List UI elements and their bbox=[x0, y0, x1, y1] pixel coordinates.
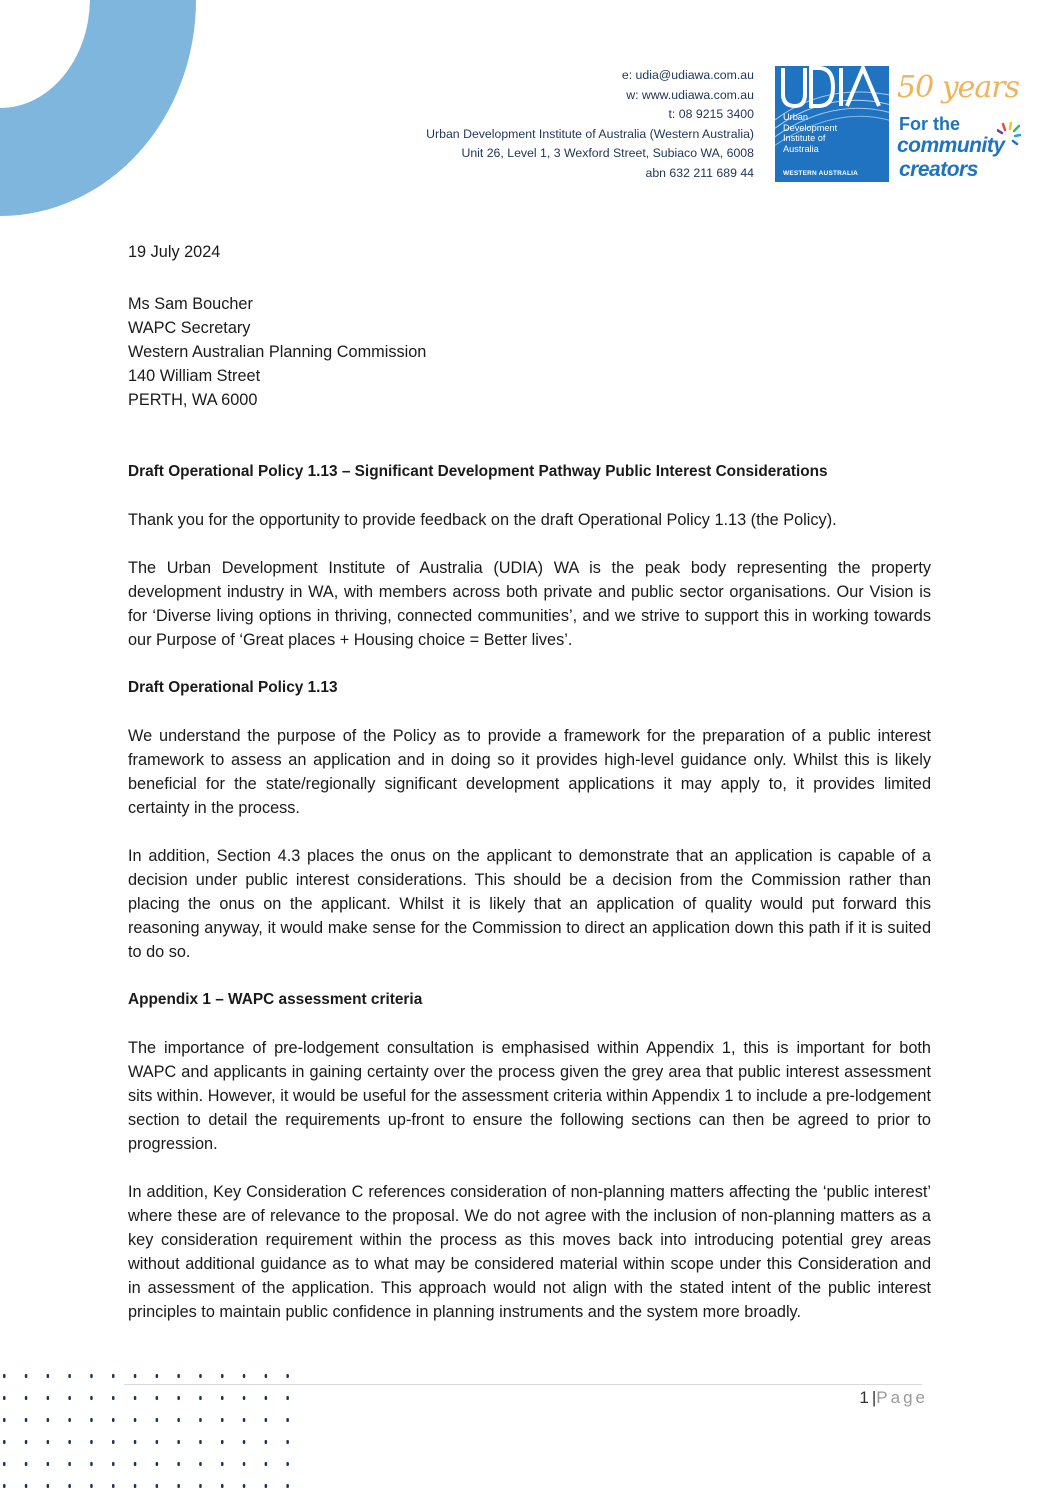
decorative-dot bbox=[112, 1374, 115, 1378]
recipient-organisation: Western Australian Planning Commission bbox=[128, 343, 427, 361]
decorative-dot-grid bbox=[0, 1368, 310, 1497]
recipient-title: WAPC Secretary bbox=[128, 319, 251, 337]
tagline-community: community bbox=[897, 134, 1005, 157]
decorative-dot bbox=[47, 1462, 50, 1466]
recipient-name: Ms Sam Boucher bbox=[128, 295, 253, 313]
contact-address: Unit 26, Level 1, 3 Wexford Street, Subiaco WA, 6008 bbox=[461, 146, 754, 161]
decorative-dot bbox=[221, 1418, 224, 1422]
decorative-dot bbox=[243, 1440, 246, 1444]
decorative-dot bbox=[3, 1484, 6, 1488]
decorative-dot bbox=[25, 1462, 28, 1466]
decorative-dot bbox=[90, 1484, 93, 1488]
decorative-dot bbox=[3, 1440, 6, 1444]
tagline-for-the: For the bbox=[899, 114, 960, 134]
decorative-dot bbox=[47, 1396, 50, 1400]
decorative-dot bbox=[112, 1484, 115, 1488]
decorative-dot bbox=[156, 1440, 159, 1444]
decorative-dot bbox=[25, 1418, 28, 1422]
decorative-dot bbox=[134, 1374, 137, 1378]
footer-divider bbox=[124, 1384, 922, 1385]
contact-website[interactable]: w: www.udiawa.com.au bbox=[626, 87, 754, 102]
paragraph-pre-lodgement: The importance of pre-lodgement consultation is emphasised within Appendix 1, this is important for both WAPC and applicants in gaining certainty over the process given the grey area that public interest assessment sits within. However, it would be useful for the assessment criteria within Appendix 1 to include a pre-lodgement section to detail the requirements up-front to ensure the following sections can then be agreed to prior to progression. bbox=[128, 1039, 931, 1153]
decorative-dot bbox=[286, 1396, 289, 1400]
decorative-dot bbox=[199, 1418, 202, 1422]
decorative-dot bbox=[177, 1374, 180, 1378]
contact-block bbox=[426, 66, 754, 184]
decorative-dot bbox=[199, 1484, 202, 1488]
decorative-dot bbox=[243, 1484, 246, 1488]
decorative-dot bbox=[265, 1374, 268, 1378]
decorative-dot bbox=[286, 1440, 289, 1444]
decorative-dot bbox=[68, 1484, 71, 1488]
decorative-dot bbox=[177, 1484, 180, 1488]
decorative-dot bbox=[265, 1418, 268, 1422]
decorative-dot bbox=[68, 1418, 71, 1422]
decorative-dot bbox=[112, 1462, 115, 1466]
decorative-dot bbox=[199, 1440, 202, 1444]
decorative-dot bbox=[90, 1418, 93, 1422]
page-number-value: 1 bbox=[859, 1388, 872, 1407]
decorative-dot bbox=[265, 1440, 268, 1444]
decorative-dot bbox=[47, 1484, 50, 1488]
decorative-dot bbox=[286, 1484, 289, 1488]
decorative-dot bbox=[221, 1374, 224, 1378]
decorative-dot bbox=[199, 1462, 202, 1466]
page-separator: | bbox=[871, 1388, 877, 1407]
decorative-dot bbox=[3, 1396, 6, 1400]
udia-logo-mark bbox=[775, 66, 889, 182]
decorative-dot bbox=[221, 1440, 224, 1444]
decorative-dot bbox=[199, 1396, 202, 1400]
decorative-dot bbox=[90, 1396, 93, 1400]
decorative-dot bbox=[221, 1396, 224, 1400]
tagline-creators: creators bbox=[899, 158, 978, 181]
decorative-dot bbox=[286, 1418, 289, 1422]
decorative-dot bbox=[90, 1462, 93, 1466]
section-heading-policy: Draft Operational Policy 1.13 bbox=[128, 679, 338, 696]
decorative-dot bbox=[112, 1440, 115, 1444]
decorative-dot bbox=[243, 1374, 246, 1378]
decorative-dot bbox=[68, 1440, 71, 1444]
decorative-dot bbox=[112, 1418, 115, 1422]
decorative-dot bbox=[68, 1396, 71, 1400]
decorative-dot bbox=[199, 1374, 202, 1378]
decorative-dot bbox=[134, 1462, 137, 1466]
page-number bbox=[859, 1388, 928, 1408]
decorative-dot bbox=[25, 1484, 28, 1488]
decorative-dot bbox=[134, 1440, 137, 1444]
decorative-dot bbox=[134, 1484, 137, 1488]
decorative-dot bbox=[243, 1418, 246, 1422]
decorative-dot bbox=[68, 1462, 71, 1466]
recipient-city: PERTH, WA 6000 bbox=[128, 391, 258, 409]
decorative-dot bbox=[286, 1374, 289, 1378]
decorative-dot bbox=[221, 1462, 224, 1466]
decorative-dot bbox=[47, 1440, 50, 1444]
page-label: Page bbox=[876, 1388, 928, 1407]
decorative-dot bbox=[177, 1440, 180, 1444]
decorative-dot bbox=[90, 1440, 93, 1444]
contact-phone: t: 08 9215 3400 bbox=[668, 107, 754, 122]
decorative-dot bbox=[221, 1484, 224, 1488]
contact-organisation: Urban Development Institute of Australia (Western Australia) bbox=[426, 126, 754, 141]
decorative-dot bbox=[156, 1374, 159, 1378]
decorative-dot bbox=[265, 1396, 268, 1400]
paragraph-intro: Thank you for the opportunity to provide feedback on the draft Operational Policy 1.13 (the Policy). bbox=[128, 511, 837, 529]
decorative-dot bbox=[156, 1462, 159, 1466]
recipient-address bbox=[128, 292, 931, 412]
decorative-arc bbox=[0, 0, 220, 230]
decorative-dot bbox=[265, 1462, 268, 1466]
decorative-dot bbox=[177, 1418, 180, 1422]
decorative-dot bbox=[47, 1418, 50, 1422]
paragraph-key-consideration-c: In addition, Key Consideration C references consideration of non-planning matters affecting the ‘public interest’ where these are of relevance to the proposal. We do not agree with the inclusion of non-planning matters as a key consideration requirement within the process as this moves back into introducing potential grey areas without additional guidance as to what may be considered material within scope under this Consideration and in assessment of the application. This approach would not align with the stated intent of the public interest principles to maintain public confidence in planning instruments and the system more broadly. bbox=[128, 1183, 931, 1321]
letter-body bbox=[128, 240, 931, 1324]
contact-email[interactable]: e: udia@udiawa.com.au bbox=[621, 68, 754, 82]
decorative-dot bbox=[90, 1374, 93, 1378]
paragraph-about-udia: The Urban Development Institute of Australia (UDIA) WA is the peak body representing the property development industry in WA, with members across both private and public sector organisations. Our Vision is for ‘Diverse living options in thriving, connected communities’, and we strive to support this in working towards our Purpose of ‘Great places + Housing choice = Better lives’. bbox=[128, 559, 931, 649]
decorative-dot bbox=[177, 1396, 180, 1400]
decorative-dot bbox=[112, 1396, 115, 1400]
decorative-dot bbox=[177, 1462, 180, 1466]
sparkle-icon bbox=[997, 122, 1021, 162]
decorative-dot bbox=[3, 1462, 6, 1466]
decorative-dot bbox=[156, 1396, 159, 1400]
paragraph-policy-purpose: We understand the purpose of the Policy as to provide a framework for the preparation of a public interest framework to assess an application and in doing so it provides high-level guidance only. Whilst this is likely beneficial for the state/regionally significant development applications it may apply to, it provides limited certainty in the process. bbox=[128, 727, 931, 817]
decorative-dot bbox=[47, 1374, 50, 1378]
udia-logo bbox=[775, 66, 1020, 184]
recipient-street: 140 William Street bbox=[128, 367, 261, 385]
letter-subject: Draft Operational Policy 1.13 – Significant Development Pathway Public Interest Considerations bbox=[128, 463, 828, 480]
udia-logo-text: Urban Development Institute of Australia bbox=[783, 112, 838, 154]
decorative-dot bbox=[134, 1418, 137, 1422]
paragraph-section-4-3: In addition, Section 4.3 places the onus on the applicant to demonstrate that an application is capable of a decision under public interest considerations. This should be a decision from the Commission rather than placing the onus on the applicant. Whilst it is likely that an application of quality would put forward this reasoning anyway, it would make sense for the Commission to direct an application down this path if it is suited to do so. bbox=[128, 847, 931, 961]
decorative-dot bbox=[243, 1396, 246, 1400]
contact-abn: abn 632 211 689 44 bbox=[645, 165, 754, 180]
decorative-dot bbox=[3, 1374, 6, 1378]
section-heading-appendix: Appendix 1 – WAPC assessment criteria bbox=[128, 991, 423, 1008]
decorative-dot bbox=[156, 1484, 159, 1488]
decorative-dot bbox=[25, 1440, 28, 1444]
decorative-dot bbox=[68, 1374, 71, 1378]
decorative-dot bbox=[286, 1462, 289, 1466]
decorative-dot bbox=[243, 1462, 246, 1466]
decorative-dot bbox=[25, 1396, 28, 1400]
udia-logo-region: WESTERN AUSTRALIA bbox=[783, 170, 859, 177]
decorative-dot bbox=[265, 1484, 268, 1488]
letter-date: 19 July 2024 bbox=[128, 243, 221, 261]
decorative-dot bbox=[3, 1418, 6, 1422]
anniversary-text: 50 years bbox=[897, 70, 1020, 105]
decorative-dot bbox=[25, 1374, 28, 1378]
decorative-dot bbox=[134, 1396, 137, 1400]
decorative-dot bbox=[156, 1418, 159, 1422]
